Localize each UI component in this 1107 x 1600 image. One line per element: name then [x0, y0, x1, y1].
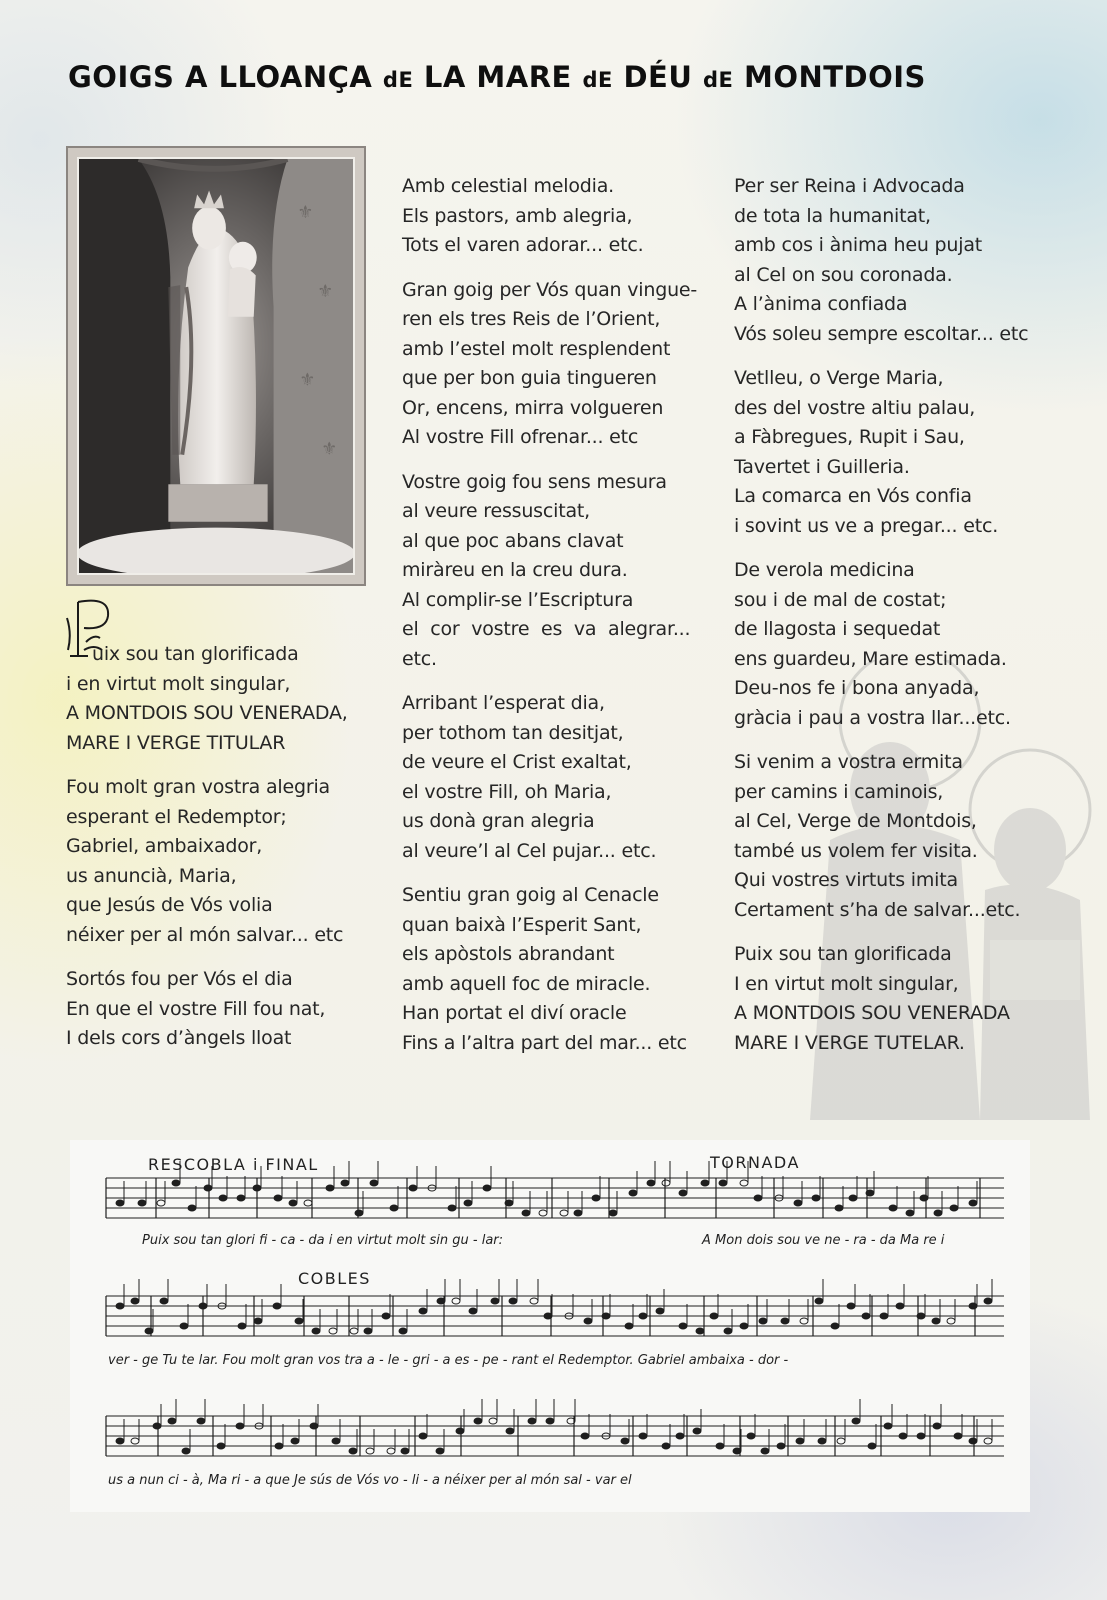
- music-note: [349, 1429, 357, 1454]
- music-note: [546, 1399, 554, 1424]
- music-note: [370, 1161, 378, 1186]
- stanza: uix sou tan glorificada i en virtut molt singular, A MONTDOIS SOU VENERADA, MARE I VERGE TITULAR: [66, 640, 348, 758]
- music-note: [401, 1429, 409, 1454]
- stanza: Fou molt gran vostra alegria esperant el Redemptor; Gabriel, ambaixador, us anuncià, Maria, que Jesús de Vós volia néixer per al món salvar... etc: [66, 776, 344, 946]
- music-note: [254, 1299, 262, 1324]
- column-3: [734, 172, 1028, 1073]
- music-note: [366, 1429, 374, 1454]
- music-note: [621, 1419, 629, 1444]
- lyrics-line: A Mon dois sou ve ne - ra - da Ma re i: [702, 1233, 945, 1248]
- music-note: [419, 1289, 427, 1314]
- stanza: Amb celestial melodia. Els pastors, amb alegria, Tots el varen adorar... etc.: [402, 175, 644, 256]
- music-note: [332, 1419, 340, 1444]
- music-note: [724, 1309, 732, 1334]
- music-note: [761, 1429, 769, 1454]
- music-note: [781, 1299, 789, 1324]
- music-note: [295, 1299, 303, 1324]
- music-note: [506, 1409, 514, 1434]
- cobles-label: COBLES: [298, 1269, 371, 1288]
- rescobla-label: RESCOBLA i FINAL: [148, 1155, 319, 1174]
- svg-text:⚜: ⚜: [297, 202, 314, 224]
- music-note: [131, 1419, 139, 1444]
- virgin-statue-photo: [66, 146, 366, 586]
- lyrics-line: us a nun ci - à, Ma ri - a que Je sús de Vós vo - li - a néixer per al món sal - var el: [108, 1473, 632, 1488]
- music-note: [647, 1161, 655, 1186]
- music-note: [984, 1419, 992, 1444]
- music-note: [800, 1299, 808, 1324]
- music-note: [522, 1191, 530, 1216]
- music-note: [364, 1309, 372, 1334]
- music-note: [437, 1279, 445, 1304]
- stanza: Vostre goig fou sens mesura al veure ressuscitat, al que poc abans clavat miràreu en la creu dura. Al complir-se l’Escriptura el cor vostre es va alegrar... etc.: [402, 470, 691, 670]
- sheet-music-score: [70, 1140, 1030, 1512]
- music-note: [969, 1419, 977, 1444]
- music-note: [197, 1399, 205, 1424]
- music-note: [852, 1399, 860, 1424]
- music-note: [355, 1191, 363, 1216]
- music-note: [489, 1399, 497, 1424]
- music-staff: [106, 1416, 1004, 1456]
- music-note: [304, 1181, 312, 1206]
- music-note: [456, 1409, 464, 1434]
- column-2: [402, 172, 697, 1073]
- column-1: [66, 640, 348, 1069]
- music-note: [984, 1279, 992, 1304]
- music-note: [662, 1161, 670, 1186]
- page-title: GOIGS A LLOANÇA dE LA MARE dE DÉU dE MONTDOIS: [68, 60, 926, 94]
- music-note: [312, 1309, 320, 1334]
- svg-text:⚜: ⚜: [317, 281, 334, 302]
- music-note: [528, 1399, 536, 1424]
- music-note: [584, 1299, 592, 1324]
- music-note: [679, 1171, 687, 1196]
- music-note: [464, 1181, 472, 1206]
- music-note: [693, 1409, 701, 1434]
- music-note: [116, 1181, 124, 1206]
- music-note: [906, 1191, 914, 1216]
- music-note: [168, 1399, 176, 1424]
- music-note: [291, 1419, 299, 1444]
- music-note: [145, 1309, 153, 1334]
- svg-text:⚜: ⚜: [299, 369, 316, 391]
- music-note: [329, 1309, 337, 1334]
- music-note: [656, 1289, 664, 1314]
- music-note: [794, 1181, 802, 1206]
- music-note: [350, 1309, 358, 1334]
- lyrics-line: ver - ge Tu te lar. Fou molt gran vos tra a - le - gri - a es - pe - rant el Redemptor. Gabriel ambaixa - dor -: [108, 1353, 789, 1368]
- music-note: [818, 1419, 826, 1444]
- music-note: [452, 1279, 460, 1304]
- music-note: [436, 1429, 444, 1454]
- music-note: [530, 1279, 538, 1304]
- music-note: [837, 1419, 845, 1444]
- stanza: Puix sou tan glorificada I en virtut molt singular, A MONTDOIS SOU VENERADA MARE I VERGE TUTELAR.: [734, 943, 1010, 1054]
- music-note: [474, 1399, 482, 1424]
- lyrics-line: Puix sou tan glori fi - ca - da i en virtut molt sin gu - lar:: [142, 1233, 504, 1248]
- music-note: [574, 1191, 582, 1216]
- music-note: [469, 1289, 477, 1314]
- music-note: [796, 1419, 804, 1444]
- music-note: [160, 1279, 168, 1304]
- music-note: [759, 1299, 767, 1324]
- stanza: Sortós fou per Vós el dia En que el vostre Fill fou nat, I dels cors d’àngels lloat: [66, 968, 326, 1049]
- music-note: [509, 1279, 517, 1304]
- music-note: [696, 1309, 704, 1334]
- stanza: Vetlleu, o Verge Maria, des del vostre altiu palau, a Fàbregues, Rupit i Sau, Tavertet i Guilleria. La comarca en Vós confia i sovint us ve a pregar... etc.: [734, 367, 999, 537]
- music-note: [131, 1279, 139, 1304]
- svg-text:⚜: ⚜: [321, 438, 338, 460]
- music-note: [387, 1429, 395, 1454]
- stanza: Arribant l’esperat dia, per tothom tan desitjat, de veure el Crist exaltat, el vostre Fill, oh Maria, us donà gran alegria al veure’l al Cel pujar... etc.: [402, 692, 657, 862]
- music-note: [815, 1279, 823, 1304]
- ornamental-dropcap-p: [64, 594, 114, 664]
- music-note: [138, 1181, 146, 1206]
- music-note: [399, 1309, 407, 1334]
- music-note: [560, 1191, 568, 1216]
- music-note: [491, 1279, 499, 1304]
- music-note: [609, 1191, 617, 1216]
- tornada-label: TORNADA: [710, 1153, 800, 1172]
- music-note: [947, 1299, 955, 1324]
- music-note: [539, 1191, 547, 1216]
- stanza: Sentiu gran goig al Cenacle quan baixà l’Esperit Sant, els apòstols abrandant amb aquell foc de miracle. Han portat el diví oracle Fins a l’altra part del mar... etc: [402, 884, 687, 1054]
- stanza: Si venim a vostra ermita per camins i caminois, al Cel, Verge de Montdois, també us volem fer visita. Qui vostres virtuts imita Certament s’ha de salvar...etc.: [734, 751, 1021, 921]
- music-note: [932, 1299, 940, 1324]
- music-note: [116, 1419, 124, 1444]
- music-note: [157, 1181, 165, 1206]
- stanza: De verola medicina sou i de mal de costat; de llagosta i sequedat ens guardeu, Mare estimada. Deu-nos fe i bona anyada, gràcia i pau a vostra llar...etc.: [734, 559, 1011, 729]
- stanza: Gran goig per Vós quan vingue- ren els tres Reis de l’Orient, amb l’estel molt resplendent que per bon guia tingueren Or, encens, mirra volgueren Al vostre Fill ofrenar... etc: [402, 278, 698, 448]
- music-note: [629, 1171, 637, 1196]
- stanza: Per ser Reina i Advocada de tota la humanitat, amb cos i ànima heu pujat al Cel on sou coronada. A l’ànima confiada Vós soleu sempre escoltar... etc: [734, 175, 1029, 345]
- music-note: [289, 1181, 297, 1206]
- music-note: [182, 1429, 190, 1454]
- music-note: [341, 1161, 349, 1186]
- music-note: [934, 1191, 942, 1216]
- music-note: [969, 1181, 977, 1206]
- music-note: [701, 1161, 709, 1186]
